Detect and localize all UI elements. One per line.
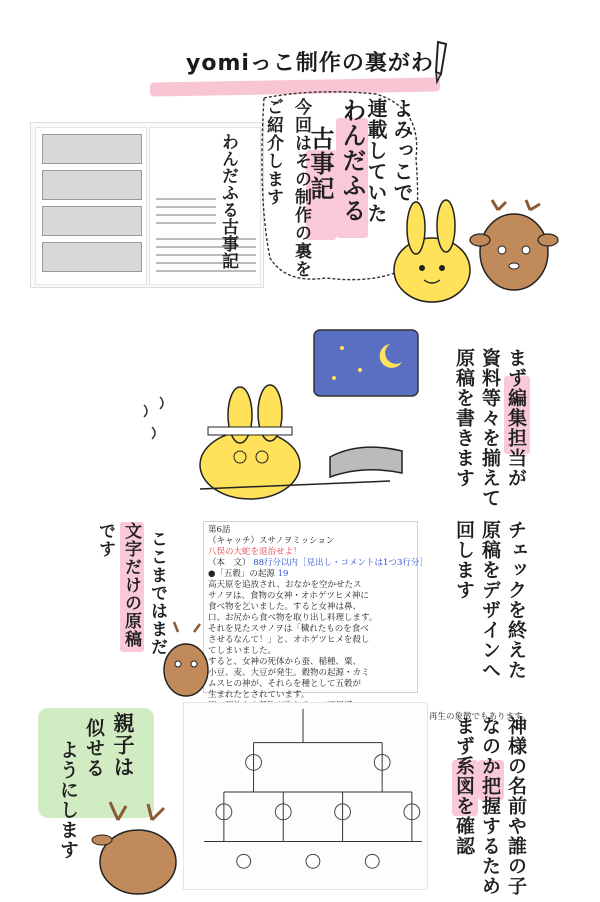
- bubble-line-3: わんだふる: [338, 98, 366, 223]
- draft-headline: 八俣の大蛇を退治せよ！: [208, 547, 302, 557]
- panel4-left-line-1: 親子は: [111, 712, 135, 778]
- panel3-right-line-2: 原稿をデザインへ: [479, 520, 501, 680]
- draft-footer-num: 28: [302, 727, 314, 737]
- small-deer-character: [158, 620, 216, 700]
- draft-episode: 第6話: [208, 525, 231, 535]
- bubble-line-2: 連載していた: [364, 98, 388, 224]
- draft-line: てしまいました。: [208, 646, 277, 656]
- draft-note-label: 原: [208, 701, 217, 711]
- bubble-line-4: 古事記: [306, 126, 334, 201]
- large-deer-character: [88, 800, 188, 896]
- panel3-left-line-2: 文字だけの原稿: [121, 522, 141, 648]
- panel4-right-line-2: なのか把握するため: [479, 716, 501, 896]
- rabbit-and-deer-characters: [380, 200, 560, 310]
- panel2-line-2: 資料等々を揃えて: [479, 348, 501, 508]
- panel3-left-line-3: です: [95, 522, 115, 558]
- bubble-line-5: 今回はその制作の裏を: [291, 98, 311, 278]
- draft-line: させるなんて！」と、オホゲツヒメを殺し: [208, 635, 370, 645]
- magazine-right-page: [149, 127, 261, 285]
- pencil-icon: [432, 40, 450, 84]
- magazine-left-page: [35, 127, 147, 285]
- page-title: yomiっこ制作の裏がわ: [186, 51, 434, 76]
- panel3-right-line-3: 回します: [453, 520, 475, 600]
- draft-body-label: （本 文）: [208, 558, 251, 568]
- magazine-title: わんだふる古事記: [218, 133, 238, 269]
- draft-note-label: 人: [208, 712, 217, 722]
- panel3-right-line-1: チェックを終えた: [505, 520, 527, 680]
- family-tree-sketch: [183, 702, 428, 890]
- draft-section: ●「五穀」の起源: [208, 569, 275, 579]
- draft-line: 口、お尻から食べ物を取り出し料理します。: [208, 613, 378, 623]
- draft-line: それを見たスサノヲは「穢れたものを食べ: [208, 624, 369, 634]
- draft-line: ムスヒの神が、それらを種として五穀が: [208, 679, 362, 689]
- draft-line: すると、女神の死体から蚕、稲種、粟、: [208, 657, 362, 667]
- draft-footer: ●最凶モンスター現る！: [208, 727, 301, 737]
- bubble-line-1: よみっこで: [390, 98, 414, 203]
- draft-line: 生まれたとされています。: [208, 690, 310, 700]
- draft-body-note: 88行分以内［見出し・コメントは1つ3行分］: [253, 558, 428, 568]
- draft-line: サノヲは、食物の女神・オホゲツヒメ神に: [208, 591, 369, 601]
- draft-catch: （キャッチ）スサノヲミッション: [208, 536, 335, 546]
- panel2-line-3: 原稿を書きます: [453, 348, 475, 488]
- draft-line: 食べ物を乞いました。すると女神は鼻、: [208, 602, 362, 612]
- rabbit-writing-image: [140, 385, 420, 505]
- draft-line: 小豆、麦、大豆が発生。穀物の起源・カミ: [208, 668, 370, 678]
- draft-line: 高天原を追放され、おなかを空かせたス: [208, 580, 362, 590]
- panel4-right-line-1: 神様の名前や誰の子: [505, 716, 527, 896]
- panel3-left-line-1: ここまではまだ: [147, 530, 167, 656]
- draft-note: 死体から穀物が取れるって不思議…: [225, 701, 362, 711]
- panel4-left-line-3: ようにします: [57, 740, 79, 860]
- bubble-line-6: ご紹介します: [263, 98, 283, 206]
- magazine-spread-image: [30, 122, 264, 288]
- draft-section-num: 19: [277, 569, 289, 579]
- panel4-left-line-2: 似せる: [83, 718, 105, 778]
- draft-note: 秋の刈り入れで稲を残し、種を来年へ。それが穀物の再生の象徴でもあります。: [225, 712, 531, 722]
- panel2-line-1: まず編集担当が: [505, 348, 527, 488]
- panel4-right-line-3: まず系図を確認: [453, 716, 475, 856]
